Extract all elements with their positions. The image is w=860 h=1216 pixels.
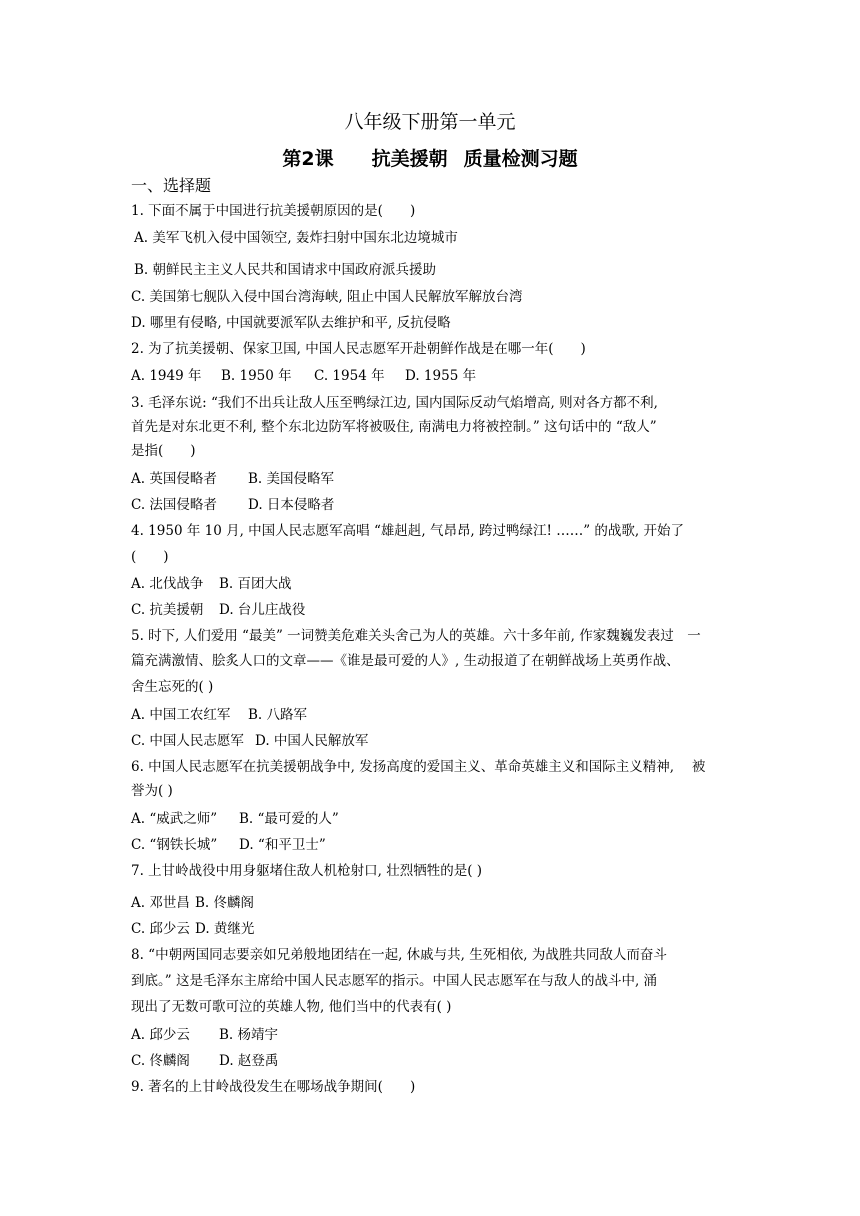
answer-option: C. 邱少云: [131, 921, 190, 937]
answer-option: B. 朝鲜民主主义人民共和国请求中国政府派兵援助: [134, 262, 437, 278]
lesson-heading: [0, 145, 860, 173]
answer-options-row: [131, 1051, 740, 1071]
answer-options-row: [131, 919, 740, 939]
answer-option: D. 中国人民解放军: [255, 733, 369, 749]
answer-options-row: [131, 835, 740, 855]
document-title: 八年级下册第一单元: [344, 111, 516, 133]
question-stem: 首先是对东北更不利, 整个东北边防军将被吸住, 南满电力将被控制。” 这句话中的 “敌人”: [131, 419, 657, 435]
answer-option: B. 1950 年: [221, 368, 292, 384]
answer-option: D. 台儿庄战役: [219, 602, 306, 618]
answer-options-row: [131, 1025, 740, 1045]
answer-option: A. 1949 年: [131, 368, 202, 384]
lesson-topic: 抗美援朝: [371, 148, 448, 170]
answer-option: A. 邓世昌: [131, 895, 190, 911]
answer-option: B. 美国侵略军: [248, 471, 335, 487]
answer-option: A. 北伐战争: [131, 576, 204, 592]
question-stem: 5. 时下, 人们爱用 “最美” 一词赞美危难关头舍己为人的英雄。六十多年前, 作家魏巍发表过 一: [131, 628, 701, 644]
question-stem: 篇充满激情、脍炙人口的文章——《谁是最可爱的人》, 生动报道了在朝鲜战场上英勇作战、: [131, 653, 680, 669]
question-stem: 是指( ): [131, 443, 196, 459]
question-stem: ( ): [131, 549, 169, 565]
answer-option: C. 1954 年: [314, 368, 385, 384]
answer-options-row: [131, 574, 740, 594]
question-stem: 1. 下面不属于中国进行抗美援朝原因的是( ): [131, 203, 416, 219]
question-stem: 舍生忘死的( ): [131, 679, 214, 695]
answer-option: B. 八路军: [248, 707, 308, 723]
answer-option: D. 1955 年: [405, 368, 477, 384]
answer-option: D. 黄继光: [195, 921, 255, 937]
answer-option: B. 杨靖宇: [219, 1027, 279, 1043]
answer-option: C. 佟麟阁: [131, 1053, 190, 1069]
answer-option: A. 英国侵略者: [131, 471, 217, 487]
answer-options-row: [131, 705, 740, 725]
answer-option: C. 抗美援朝: [131, 602, 204, 618]
answer-options-row: [131, 495, 740, 515]
lesson-number: 第2课: [282, 148, 334, 170]
answer-options-row: [131, 893, 740, 913]
question-stem: 现出了无数可歌可泣的英雄人物, 他们当中的代表有( ): [131, 999, 452, 1015]
question-stem: 9. 著名的上甘岭战役发生在哪场战争期间( ): [131, 1079, 416, 1095]
answer-option: A. 美军飞机入侵中国领空, 轰炸扫射中国东北边境城市: [134, 230, 458, 246]
answer-options-row: [131, 600, 740, 620]
answer-option: D. 哪里有侵略, 中国就要派军队去维护和平, 反抗侵略: [131, 315, 451, 331]
answer-option: B. 百团大战: [219, 576, 292, 592]
answer-options-row: [131, 731, 740, 751]
question-stem: 誉为( ): [131, 783, 173, 799]
answer-option: B. 佟麟阁: [195, 895, 255, 911]
question-stem: 7. 上甘岭战役中用身躯堵住敌人机枪射口, 壮烈牺牲的是( ): [131, 863, 483, 879]
question-stem: 3. 毛泽东说: “我们不出兵让敌人压至鸭绿江边, 国内国际反动气焰增高, 则对各方都不利,: [131, 395, 658, 411]
answer-option: C. “钢铁长城”: [131, 837, 218, 853]
answer-option: A. 中国工农红军: [131, 707, 231, 723]
answer-option: C. 法国侵略者: [131, 497, 217, 513]
answer-options-row: [131, 809, 740, 829]
question-stem: 4. 1950 年 10 月, 中国人民志愿军高唱 “雄赳赳, 气昂昂, 跨过鸭绿江! ……” 的战歌, 开始了: [131, 523, 685, 539]
answer-option: A. 邱少云: [131, 1027, 190, 1043]
answer-option: D. “和平卫士”: [239, 837, 326, 853]
answer-option: A. “威武之师”: [131, 811, 218, 827]
lesson-kind: 质量检测习题: [463, 148, 578, 170]
answer-options-row: [131, 366, 740, 386]
answer-option: C. 中国人民志愿军: [131, 733, 244, 749]
question-stem: 6. 中国人民志愿军在抗美援朝战争中, 发扬高度的爱国主义、革命英雄主义和国际主义精神, 被: [131, 759, 706, 775]
answer-option: D. 赵登禹: [219, 1053, 279, 1069]
question-stem: 2. 为了抗美援朝、保家卫国, 中国人民志愿军开赴朝鲜作战是在哪一年( ): [131, 341, 586, 357]
section-heading: 一、选择题: [131, 176, 212, 195]
answer-option: B. “最可爱的人”: [239, 811, 339, 827]
question-stem: 到底。” 这是毛泽东主席给中国人民志愿军的指示。中国人民志愿军在与敌人的战斗中, 涌: [131, 973, 658, 989]
answer-option: D. 日本侵略者: [248, 497, 335, 513]
answer-options-row: [131, 469, 740, 489]
answer-option: C. 美国第七舰队入侵中国台湾海峡, 阻止中国人民解放军解放台湾: [131, 289, 523, 305]
question-stem: 8. “中朝两国同志要亲如兄弟般地团结在一起, 休戚与共, 生死相依, 为战胜共同敌人而奋斗: [131, 947, 667, 963]
